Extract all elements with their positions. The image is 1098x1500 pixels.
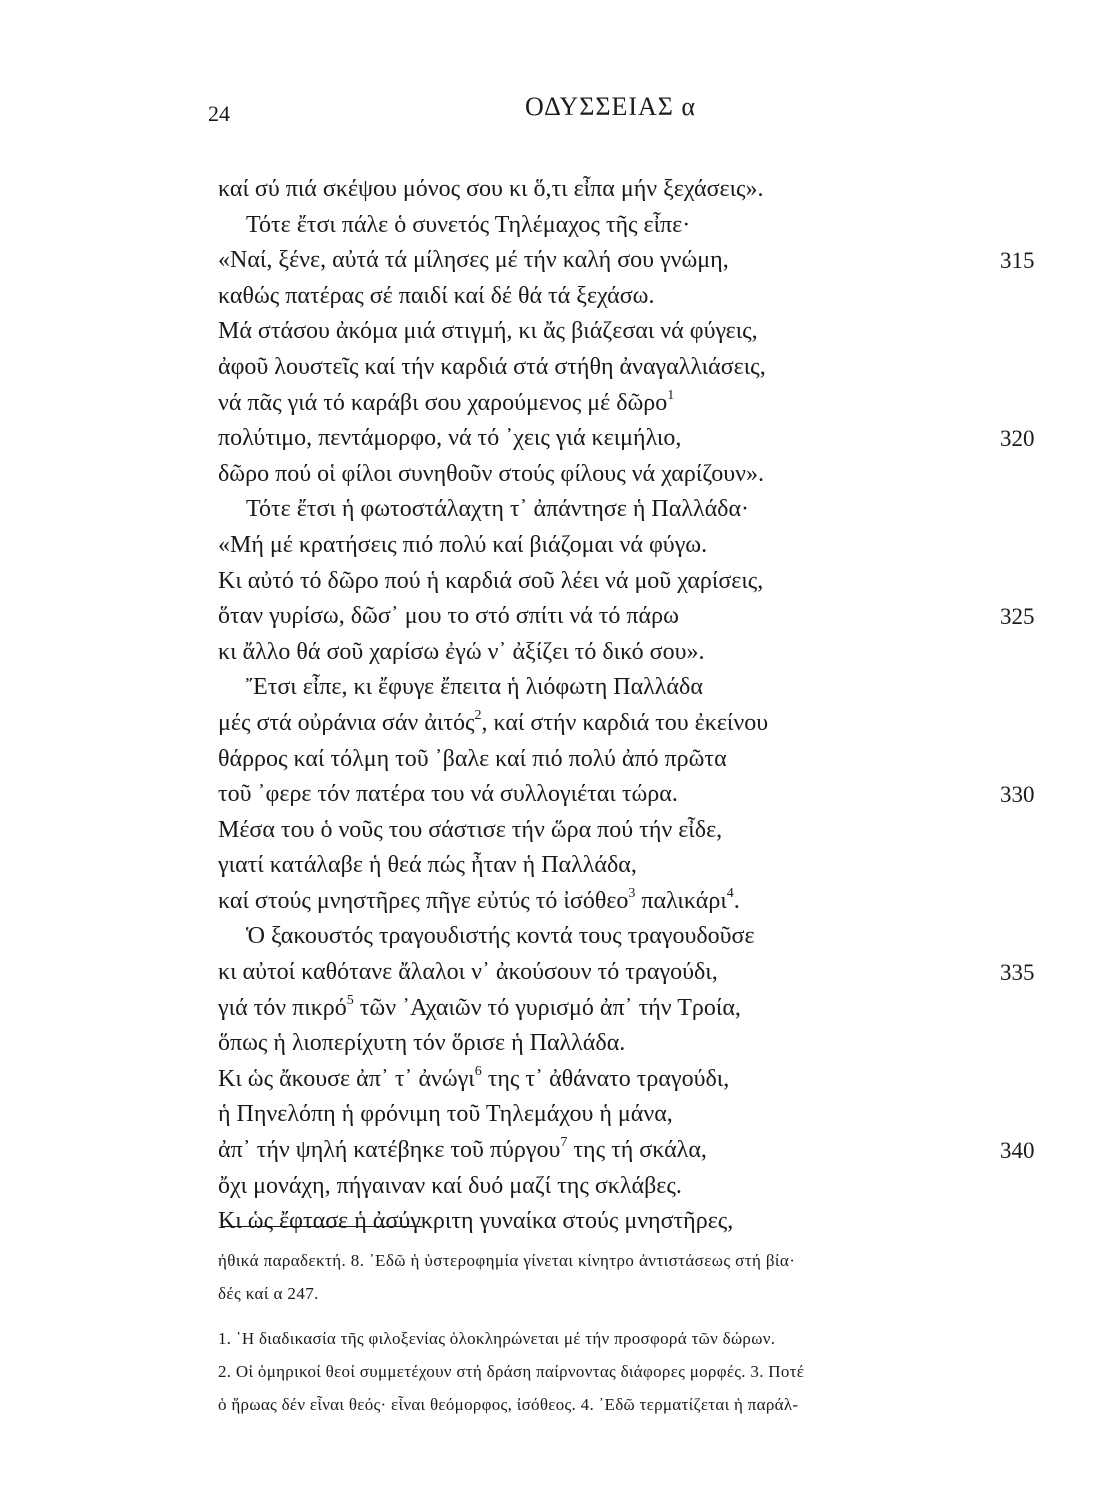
footnote-line: δές καί α 247. xyxy=(218,1284,319,1303)
verse-segment: Μέσα του ὁ νοῦς του σάστισε τήν ὥρα πού τήν εἶδε, xyxy=(218,816,723,843)
verse-text xyxy=(218,212,690,238)
verse-text xyxy=(218,1030,625,1056)
verse-text xyxy=(218,852,637,878)
verse-segment: θάρρος καί τόλμη τοῦ ᾽βαλε καί πιό πολύ ἀπό πρῶτα xyxy=(218,745,727,772)
verse-text xyxy=(218,461,764,487)
verse-line xyxy=(218,243,1078,279)
verse-segment: κι αὐτοί καθότανε ἄλαλοι ν᾽ ἀκούσουν τό τραγούδι, xyxy=(218,959,718,986)
verse-line xyxy=(218,492,1078,528)
verse-line xyxy=(218,813,1078,849)
verse-segment: Μά στάσου ἀκόμα μιά στιγμή, κι ἄς βιάζεσαι νά φύγεις, xyxy=(218,318,758,345)
footnote-line: 1. ῾Η διαδικασία τῆς φιλοξενίας ὁλοκληρώνεται μέ τήν προσφορά τῶν δώρων. xyxy=(218,1329,776,1348)
footnote-line: ἠθικά παραδεκτή. 8. ᾽Εδῶ ἡ ὑστεροφημία γίνεται κίνητρο ἀντιστάσεως στή βία· xyxy=(218,1251,796,1270)
verse-text xyxy=(218,532,707,558)
running-title: ΟΔΥΣΣΕΙΑΣ α xyxy=(525,92,697,121)
verse-segment: ὅπως ἡ λιοπερίχυτη τόν ὅρισε ἡ Παλλάδα. xyxy=(218,1030,626,1057)
verse-line xyxy=(218,1204,1078,1240)
verse-segment: Κι ὡς ἄκουσε ἀπ᾽ τ᾽ ἀνώγι xyxy=(218,1065,475,1092)
footnote-marker: 1 xyxy=(667,387,675,403)
verse-line xyxy=(218,314,1078,350)
verse-line xyxy=(218,1097,1078,1133)
verse-line xyxy=(218,1062,1078,1098)
verse-text xyxy=(218,1101,673,1127)
verse-segment: της τ᾽ ἀθάνατο τραγούδι, xyxy=(481,1065,730,1092)
verse-text xyxy=(218,639,704,665)
verse-segment: καί στούς μνηστῆρες πῆγε εὐτύς τό ἰσόθεο xyxy=(218,887,629,914)
line-number: 315 xyxy=(1000,248,1035,274)
verse-segment: μές στά οὐράνια σάν ἀιτός xyxy=(218,709,475,736)
verse-line xyxy=(218,528,1078,564)
line-number: 340 xyxy=(1000,1138,1035,1164)
verse-line xyxy=(218,955,1078,991)
verse-segment: δῶρο πού οἱ φίλοι συνηθοῦν στούς φίλους νά χαρίζουν». xyxy=(218,460,765,487)
verse-text xyxy=(218,568,763,594)
verse-text xyxy=(218,1137,707,1163)
verse-line xyxy=(218,279,1078,315)
verse-text xyxy=(218,354,766,380)
verse-segment: Ὁ ξακουστός τραγουδιστής κοντά τους τραγουδοῦσε xyxy=(246,923,755,950)
footnote-line: 2. Οἱ ὁμηρικοί θεοί συμμετέχουν στή δράση παίρνοντας διάφορες μορφές. 3. Ποτέ xyxy=(218,1362,805,1381)
verse-segment: ὄχι μονάχη, πήγαιναν καί δυό μαζί της σκλάβες. xyxy=(218,1172,682,1199)
line-number: 325 xyxy=(1000,604,1035,630)
verse-segment: ὅταν γυρίσω, δῶσ᾽ μου το στό σπίτι νά τό πάρω xyxy=(218,603,679,630)
verse-segment: τῶν ᾽Αχαιῶν τό γυρισμό ἀπ᾽ τήν Τροία, xyxy=(353,994,741,1021)
verse-text xyxy=(218,923,755,949)
verse-text xyxy=(218,959,718,985)
verse-block xyxy=(218,172,1078,1240)
verse-line xyxy=(218,1026,1078,1062)
verse-segment: γιατί κατάλαβε ἡ θεά πώς ἦταν ἡ Παλλάδα, xyxy=(218,852,637,879)
verse-line xyxy=(218,1169,1078,1205)
footnote-marker: 2 xyxy=(474,707,482,723)
verse-segment: νά πᾶς γιά τό καράβι σου χαρούμενος μέ δῶρο xyxy=(218,389,668,416)
footnote-rule xyxy=(222,1226,422,1227)
verse-text xyxy=(218,817,722,843)
footnote-marker: 4 xyxy=(726,885,734,901)
verse-text xyxy=(218,176,764,202)
verse-text xyxy=(218,1063,730,1092)
verse-line xyxy=(218,848,1078,884)
verse-text xyxy=(218,674,703,700)
verse-segment: ἀφοῦ λουστεῖς καί τήν καρδιά στά στήθη ἀναγαλλιάσεις, xyxy=(218,353,766,380)
footnotes xyxy=(218,1322,1058,1421)
verse-line xyxy=(218,706,1078,742)
verse-line xyxy=(218,635,1078,671)
verse-segment: . xyxy=(733,887,740,914)
line-number: 320 xyxy=(1000,426,1035,452)
footnote-marker: 3 xyxy=(628,885,636,901)
verse-line xyxy=(218,919,1078,955)
verse-segment: καί σύ πιά σκέψου μόνος σου κι ὅ,τι εἶπα μήν ξεχάσεις». xyxy=(218,176,764,202)
verse-line xyxy=(218,599,1078,635)
verse-text xyxy=(218,496,749,522)
verse-text xyxy=(218,318,758,344)
verse-text xyxy=(218,603,679,629)
footnote-marker: 5 xyxy=(346,992,354,1008)
verse-text xyxy=(218,992,741,1021)
verse-text xyxy=(218,425,681,451)
verse-text xyxy=(218,283,654,309)
verse-line xyxy=(218,742,1078,778)
verse-line xyxy=(218,564,1078,600)
verse-segment: καθώς πατέρας σέ παιδί καί δέ θά τά ξεχάσω. xyxy=(218,282,655,309)
verse-line xyxy=(218,1133,1078,1169)
verse-segment: πολύτιμο, πεντάμορφο, νά τό ᾽χεις γιά κειμήλιο, xyxy=(218,425,682,452)
verse-segment: κι ἄλλο θά σοῦ χαρίσω ἐγώ ν᾽ ἀξίζει τό δικό σου». xyxy=(218,638,705,665)
verse-text xyxy=(218,781,678,807)
verse-line xyxy=(218,208,1078,244)
verse-line xyxy=(218,670,1078,706)
verse-segment: Τότε ἔτσι πάλε ὁ συνετός Τηλέμαχος τῆς εἶπε· xyxy=(246,211,691,238)
verse-segment: Κι αὐτό τό δῶρο πού ἡ καρδιά σοῦ λέει νά μοῦ χαρίσεις, xyxy=(218,567,764,594)
verse-segment: της τή σκάλα, xyxy=(567,1137,707,1164)
verse-segment: «Μή μέ κρατήσεις πιό πολύ καί βιάζομαι νά φύγω. xyxy=(218,531,708,558)
verse-segment: Ἔτσι εἶπε, κι ἔφυγε ἔπειτα ἡ λιόφωτη Παλλάδα xyxy=(246,674,703,701)
verse-segment: «Ναί, ξένε, αὐτά τά μίλησες μέ τήν καλή σου γνώμη, xyxy=(218,247,729,274)
verse-text xyxy=(218,885,740,914)
verse-segment: , καί στήν καρδιά του ἐκείνου xyxy=(481,709,769,736)
verse-line xyxy=(218,421,1078,457)
verse-line xyxy=(218,350,1078,386)
verse-text xyxy=(218,387,675,416)
verse-line xyxy=(218,172,1078,208)
verse-text xyxy=(218,247,729,273)
verse-segment: ἀπ᾽ τήν ψηλή κατέβηκε τοῦ πύργου xyxy=(218,1137,561,1164)
verse-segment: Κι ὡς ἔφτασε ἡ ἀσύγκριτη γυναίκα στούς μνηστῆρες, xyxy=(218,1208,734,1235)
verse-segment: ἡ Πηνελόπη ἡ φρόνιμη τοῦ Τηλεμάχου ἡ μάνα, xyxy=(218,1101,673,1128)
footnote-line: ὁ ἥρωας δέν εἶναι θεός· εἶναι θεόμορφος, ἰσόθεος. 4. ᾽Εδῶ τερματίζεται ἡ παράλ- xyxy=(218,1395,799,1414)
line-number: 330 xyxy=(1000,782,1035,808)
verse-line xyxy=(218,777,1078,813)
verse-line xyxy=(218,457,1078,493)
verse-text xyxy=(218,746,727,772)
verse-text xyxy=(218,1173,682,1199)
verse-segment: τοῦ ᾽φερε τόν πατέρα του νά συλλογιέται τώρα. xyxy=(218,781,678,808)
verse-segment: παλικάρι xyxy=(635,887,727,914)
line-number: 335 xyxy=(1000,960,1035,986)
footnote-marker: 7 xyxy=(560,1135,568,1151)
verse-line xyxy=(218,991,1078,1027)
verse-text xyxy=(218,1208,733,1234)
footnote-marker: 6 xyxy=(474,1063,482,1079)
verse-line xyxy=(218,386,1078,422)
verse-segment: γιά τόν πικρό xyxy=(218,994,347,1021)
page-number: 24 xyxy=(208,101,230,126)
verse-text xyxy=(218,707,769,736)
footnotes-continued xyxy=(218,1244,1058,1310)
verse-line xyxy=(218,884,1078,920)
verse-segment: Τότε ἔτσι ἡ φωτοστάλαχτη τ᾽ ἀπάντησε ἡ Παλλάδα· xyxy=(246,496,750,523)
